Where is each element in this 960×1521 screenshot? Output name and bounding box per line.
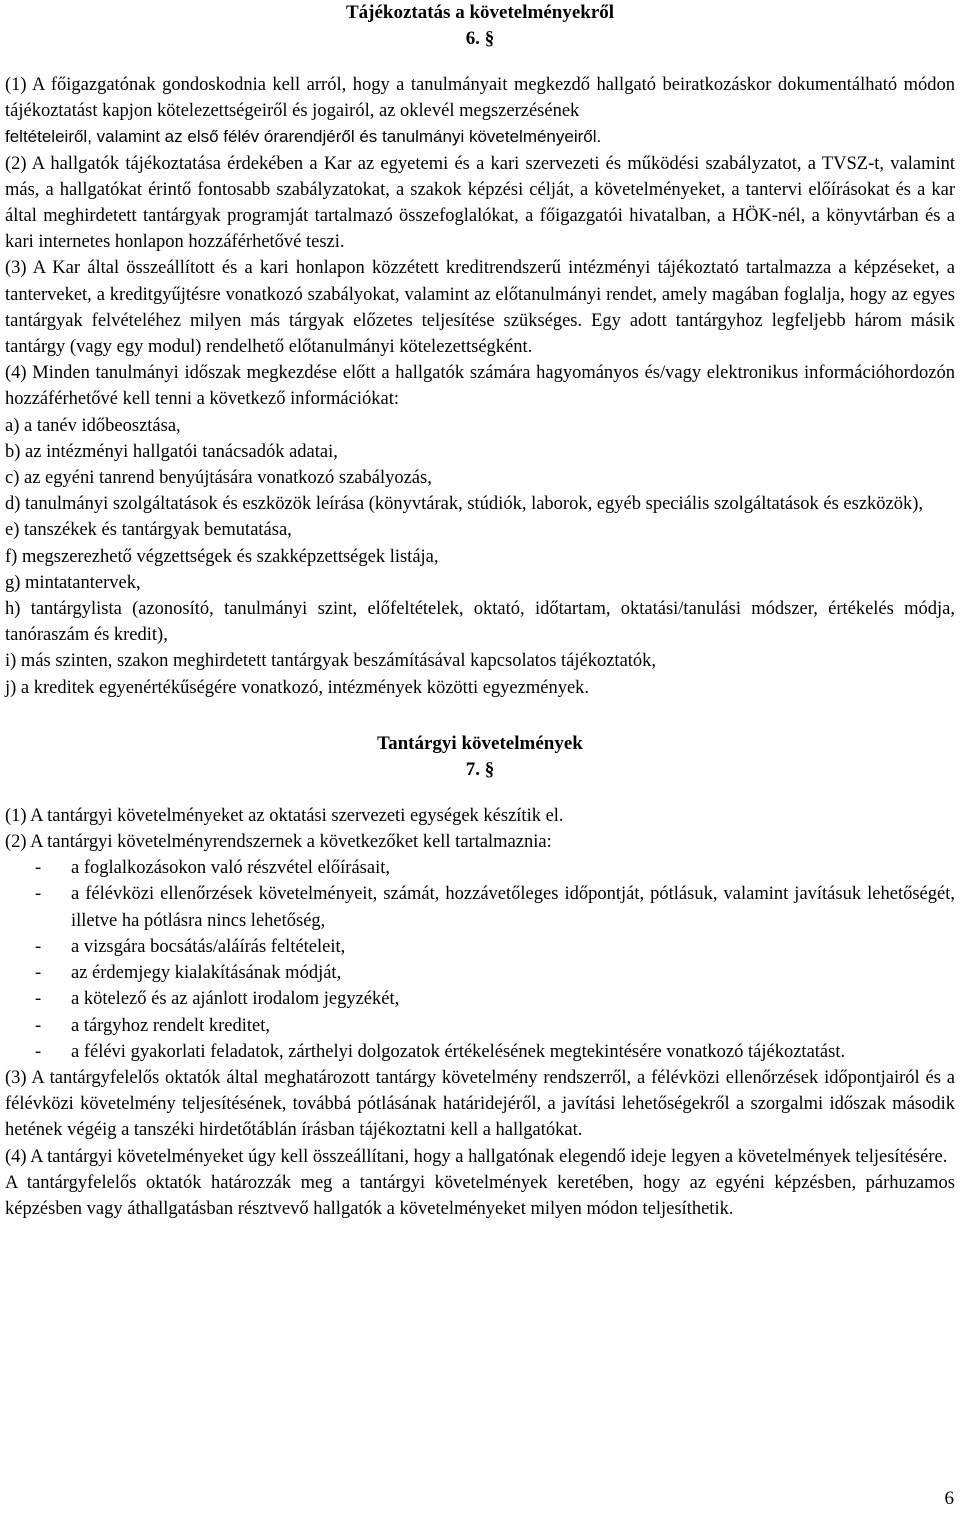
section-7-paragraph-1: (1) A tantárgyi követelményeket az oktatási szervezeti egységek készítik el. — [5, 805, 564, 826]
section-7-number: 7. § — [465, 758, 495, 780]
dash-item: - a kötelező és az ajánlott irodalom jegyzékét, — [35, 989, 400, 1010]
list-item-i: i) más szinten, szakon meghirdetett tantárgyak beszámításával kapcsolatos tájékoztatók, — [5, 651, 657, 672]
dash-item: - az érdemjegy kialakításának módját, — [35, 963, 342, 984]
section-7-paragraph-4: (4) A tantárgyi követelményeket úgy kell összeállítani, hogy a hallgatónak elegendő ideje legyen a követelmények teljesítésére. — [5, 1146, 948, 1167]
section-7-paragraph-3: (3) A tantárgyfelelős oktatók által meghatározott tantárgy követelmény rendszerről, a félévközi ellenőrzések időpontjairól és a félévközi követelmény teljesítésének, továbbá pótlásának határidejéről, a javítási lehetőségekről a szorgalmi időszak második hetének végéig a tanszéki hirdetőtáblán írásban tájékoztatni kell a hallgatókat. — [5, 1067, 955, 1141]
list-item-b: b) az intézményi hallgatói tanácsadók adatai, — [5, 441, 338, 462]
section-6-title: Tájékoztatás a követelményekről — [345, 2, 615, 23]
section-6-number: 6. § — [465, 28, 495, 49]
dash-item: - a foglalkozásokon való részvétel előírásait, — [35, 858, 390, 879]
list-item-f: f) megszerezhető végzettségek és szakképzettségek listája, — [5, 546, 439, 567]
dash-item: - a vizsgára bocsátás/aláírás feltételeit, — [35, 936, 346, 957]
document-page — [5, 0, 955, 1222]
list-item-g: g) mintatantervek, — [5, 572, 141, 593]
section-6-paragraph-2: (2) A hallgatók tájékoztatása érdekében a Kar az egyetemi és a kari szervezeti és működési szabályzatot, a TVSZ-t, valamint más, a hallgatókat érintő fontosabb szabályzatokat, a szakok képzési célját, a követelményeket, a tantervi előírásokat és a kar által meghirdetett tantárgyak programját tartalmazó összefoglalókat, a főigazgatói hivatalban, a HÖK-nél, a könyvtárban és a kari internetes honlapon hozzáférhetővé teszi. — [5, 153, 955, 253]
list-item-j: j) a kreditek egyenértékűségére vonatkozó, intézmények közötti egyezmények. — [5, 677, 590, 698]
list-item-h: h) tantárgylista (azonosító, tanulmányi szint, előfeltételek, oktató, időtartam, oktatási/tanulási módszer, értékelés módja, tanóraszám és kredit), — [5, 599, 955, 646]
section-7-title: Tantárgyi követelmények — [377, 732, 583, 754]
list-item-d: d) tanulmányi szolgáltatások és eszközök leírása (könyvtárak, stúdiók, laborok, egyéb speciális szolgáltatások és eszközök), — [5, 494, 924, 515]
section-6-paragraph-1: (1) A főigazgatónak gondoskodnia kell arról, hogy a tanulmányait megkezdő hallgató beiratkozáskor dokumentálható módon tájékoztatást kapjon kötelezettségeiről és jogairól, az oklevél megszerzésének — [5, 75, 955, 122]
list-item-c: c) az egyéni tanrend benyújtására vonatkozó szabályozás, — [5, 468, 432, 489]
dash-item: - a félévközi ellenőrzések követelményeit, számát, hozzávetőleges időpontját, pótlásuk, valamint javításuk lehetőségét, illetve ha pótlásra nincs lehetőség, — [35, 884, 955, 931]
list-item-e: e) tanszékek és tantárgyak bemutatása, — [5, 520, 292, 541]
section-7-paragraph-2: (2) A tantárgyi követelményrendszernek a következőket kell tartalmaznia: — [5, 832, 552, 853]
dash-item: - a tárgyhoz rendelt kreditet, — [35, 1015, 270, 1036]
page-number: 6 — [944, 1488, 954, 1509]
section-7-paragraph-5: A tantárgyfelelős oktatók határozzák meg a tantárgyi követelmények keretében, hogy az egyéni képzésben, párhuzamos képzésben vagy áthallgatásban résztvevő hallgatók a követelményeket milyen módon teljesíthetik. — [5, 1172, 955, 1219]
dash-item: - a félévi gyakorlati feladatok, zárthelyi dolgozatok értékelésének megtekintésére vonatkozó tájékoztatást. — [35, 1041, 846, 1062]
list-item-a: a) a tanév időbeosztása, — [5, 415, 181, 436]
section-6-paragraph-1-cont: feltételeiről, valamint az első félév órarendjéről és tanulmányi követelményeiről. — [5, 127, 602, 147]
section-6-paragraph-3: (3) A Kar által összeállított és a kari honlapon közzétett kreditrendszerű intézményi tájékoztató tartalmazza a képzéseket, a tanterveket, a kreditgyűjtésre vonatkozó szabályokat, valamint az előtanulmányi rendet, amely magában foglalja, hogy az egyes tantárgyak felvételéhez milyen más tárgyak előzetes teljesítése szükséges. Egy adott tantárgyhoz legfeljebb három másik tantárgy (vagy egy modul) rendelhető előtanulmányi kötelezettségként. — [5, 258, 955, 358]
section-6-paragraph-4: (4) Minden tanulmányi időszak megkezdése előtt a hallgatók számára hagyományos és/vagy elektronikus információhordozón hozzáférhetővé kell tenni a következő információkat: — [5, 363, 955, 410]
